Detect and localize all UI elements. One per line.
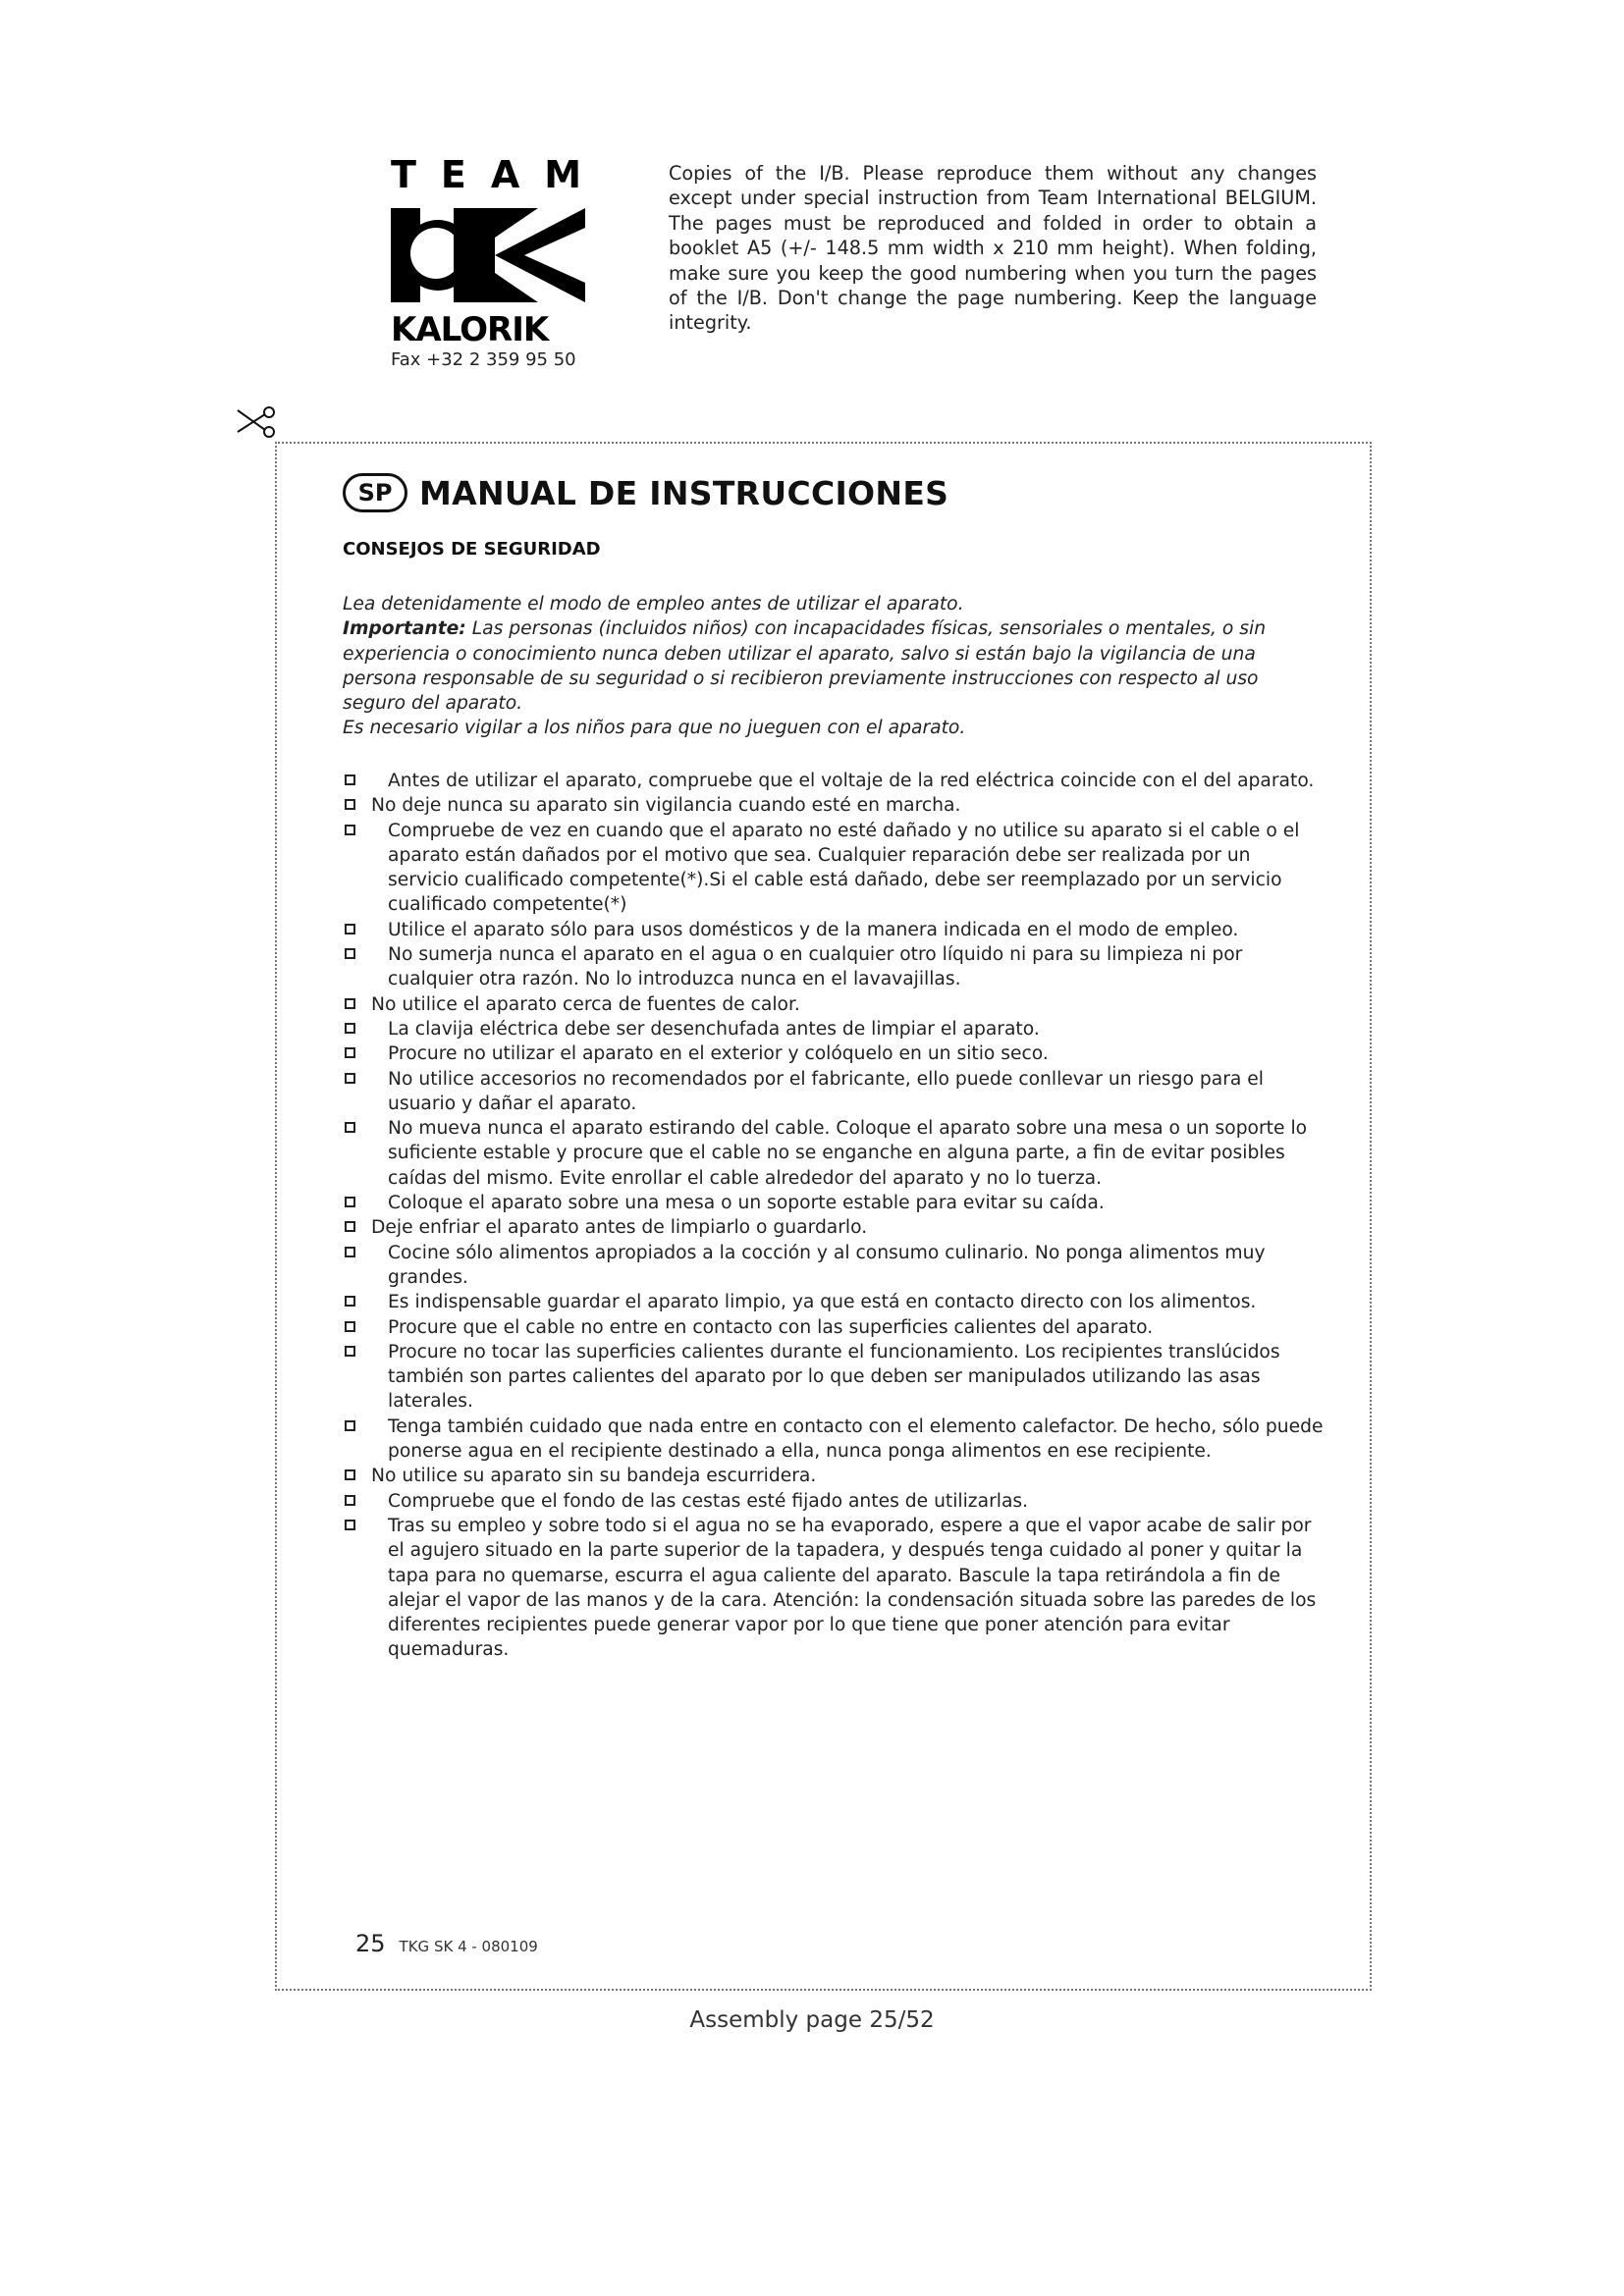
list-item: Antes de utilizar el aparato, compruebe que el voltaje de la red eléctrica coincide con el del aparato. bbox=[343, 769, 1325, 793]
checkbox-icon bbox=[345, 1122, 355, 1133]
checkbox-icon bbox=[345, 1346, 355, 1357]
model-code: TKG SK 4 - 080109 bbox=[399, 1938, 538, 1955]
important-text: Las personas (incluidos niños) con incapacidades físicas, sensoriales o mentales, o sin experiencia o conocimiento nunca deben utilizar el aparato, salvo si están bajo la vigilancia de una persona responsable de su seguridad o si recibieron previamente instrucciones con respecto al uso seguro del aparato. bbox=[343, 618, 1267, 715]
list-item: No deje nunca su aparato sin vigilancia cuando esté en marcha. bbox=[343, 793, 1325, 818]
fax-number: Fax +32 2 359 95 50 bbox=[391, 349, 576, 370]
list-item: Procure no utilizar el aparato en el exterior y colóquelo en un sitio seco. bbox=[343, 1041, 1325, 1066]
checkbox-icon bbox=[345, 1073, 355, 1084]
checkbox-icon bbox=[345, 948, 355, 959]
list-item: Compruebe de vez en cuando que el aparato no esté dañado y no utilice su aparato si el cable o el aparato están dañados por el motivo que sea. Cualquier reparación debe ser realizada por un servicio cualificado competente(*).Si el cable está dañado, debe ser reemplazado por un servicio cualificado competente(*) bbox=[343, 819, 1325, 918]
intro-line: Lea detenidamente el modo de empleo antes de utilizar el aparato. bbox=[343, 594, 964, 614]
checkbox-icon bbox=[345, 1247, 355, 1257]
page-title bbox=[343, 470, 948, 515]
checkbox-icon bbox=[345, 1520, 355, 1530]
list-item: Es indispensable guardar el aparato limpio, ya que está en contacto directo con los alimentos. bbox=[343, 1290, 1325, 1314]
scissors-icon bbox=[236, 406, 279, 438]
section-title: CONSEJOS DE SEGURIDAD bbox=[343, 539, 601, 560]
list-item: Coloque el aparato sobre una mesa o un soporte estable para evitar su caída. bbox=[343, 1191, 1325, 1215]
list-item: La clavija eléctrica debe ser desenchufada antes de limpiar el aparato. bbox=[343, 1017, 1325, 1041]
intro-text bbox=[343, 592, 1305, 741]
checkbox-icon bbox=[345, 774, 355, 785]
list-item: Tenga también cuidado que nada entre en contacto con el elemento calefactor. De hecho, sólo puede ponerse agua en el recipiente destinado a ella, nunca ponga alimentos en ese recipiente. bbox=[343, 1415, 1325, 1465]
list-item: Procure que el cable no entre en contacto con las superficies calientes del aparato. bbox=[343, 1315, 1325, 1340]
list-item: Deje enfriar el aparato antes de limpiarlo o guardarlo. bbox=[343, 1215, 1325, 1240]
list-item: No mueva nunca el aparato estirando del cable. Coloque el aparato sobre una mesa o un soporte lo suficiente estable y procure que el cable no se enganche en alguna parte, a fin de evitar posibles caídas del mismo. Evite enrollar el cable alrededor del aparato y no lo tuerza. bbox=[343, 1116, 1325, 1191]
kalorik-k-icon bbox=[391, 208, 585, 302]
checkbox-icon bbox=[345, 1197, 355, 1207]
list-item: No utilice el aparato cerca de fuentes de calor. bbox=[343, 992, 1325, 1017]
checkbox-icon bbox=[345, 1469, 355, 1480]
checkbox-icon bbox=[345, 1420, 355, 1431]
kalorik-logo bbox=[391, 153, 607, 371]
checkbox-icon bbox=[345, 799, 355, 810]
checkbox-icon bbox=[345, 1047, 355, 1058]
checkbox-icon bbox=[345, 1495, 355, 1506]
checkbox-icon bbox=[345, 924, 355, 934]
list-item: Compruebe que el fondo de las cestas esté fijado antes de utilizarlas. bbox=[343, 1489, 1325, 1514]
checkbox-icon bbox=[345, 1296, 355, 1307]
important-label: Importante: bbox=[343, 618, 466, 640]
page-number: 25 bbox=[355, 1930, 386, 1957]
checkbox-icon bbox=[345, 1023, 355, 1034]
checkbox-icon bbox=[345, 998, 355, 1009]
safety-list bbox=[343, 769, 1325, 1663]
logo-team-text: TEAM bbox=[391, 153, 607, 196]
list-item: No utilice accesorios no recomendados por el fabricante, ello puede conllevar un riesgo para el usuario y dañar el aparato. bbox=[343, 1067, 1325, 1117]
list-item: No utilice su aparato sin su bandeja escurridera. bbox=[343, 1464, 1325, 1488]
list-item: Procure no tocar las superficies calientes durante el funcionamiento. Los recipientes translúcidos también son partes calientes del aparato por lo que deben ser manipulados utilizando las asas laterales. bbox=[343, 1340, 1325, 1415]
checkbox-icon bbox=[345, 1321, 355, 1332]
assembly-page-label: Assembly page 25/52 bbox=[689, 2007, 935, 2033]
important-note bbox=[343, 616, 1305, 716]
list-item: Tras su empleo y sobre todo si el agua no se ha evaporado, espere a que el vapor acabe de salir por el agujero situado en la parte superior de la tapadera, y después tenga cuidado al poner y quitar la tapa para no quemarse, escurra el agua caliente del aparato. Bascule la tapa retirándola a fin de alejar el vapor de las manos y de la cara. Atención: la condensación situada sobre las paredes de los diferentes recipientes puede generar vapor por lo que tiene que poner atención para evitar quemaduras. bbox=[343, 1514, 1325, 1663]
checkbox-icon bbox=[345, 825, 355, 835]
logo-brand-text: KALORIK bbox=[391, 310, 549, 349]
list-item: Cocine sólo alimentos apropiados a la cocción y al consumo culinario. No ponga alimentos muy grandes. bbox=[343, 1241, 1325, 1291]
list-item: No sumerja nunca el aparato en el agua o en cualquier otro líquido ni para su limpieza ni por cualquier otra razón. No lo introduzca nunca en el lavavajillas. bbox=[343, 942, 1325, 992]
intro-line: Es necesario vigilar a los niños para que no jueguen con el aparato. bbox=[343, 718, 966, 739]
page-footer bbox=[355, 1930, 538, 1957]
copy-instructions-note: Copies of the I/B. Please reproduce them without any changes except under special instruction from Team International BELGIUM. The pages must be reproduced and folded in order to obtain a booklet A5 (+/- 148.5 mm width x 210 mm height). When folding, make sure you keep the good numbering when you turn the pages of the I/B. Don't change the page numbering. Keep the language integrity. bbox=[669, 162, 1317, 335]
checkbox-icon bbox=[345, 1221, 355, 1232]
manual-title: MANUAL DE INSTRUCCIONES bbox=[419, 473, 949, 512]
list-item: Utilice el aparato sólo para usos domésticos y de la manera indicada en el modo de empleo. bbox=[343, 918, 1325, 942]
language-badge: SP bbox=[343, 473, 407, 512]
